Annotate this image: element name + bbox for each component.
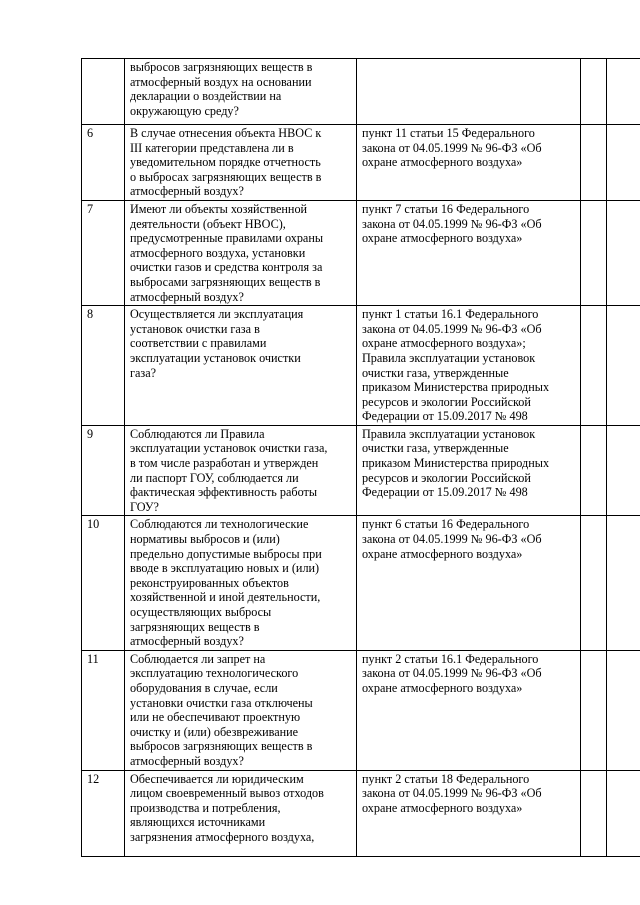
note-cell: [607, 425, 640, 516]
question-text-line: атмосферный воздух на основании: [130, 74, 312, 89]
legal-reference-line: пункт 7 статьи 16 Федерального: [362, 201, 530, 216]
row-number: 10: [87, 517, 100, 532]
question-text-line: или не обеспечивают проектную: [130, 710, 301, 725]
question-text-line: выбросов загрязняющих веществ в: [130, 739, 313, 754]
question-text-line: эксплуатацию технологического: [130, 666, 299, 681]
question-text-line: выбросов загрязняющих веществ в: [130, 60, 313, 74]
table-row: [82, 770, 640, 856]
question-text-line: III категории представлена ли в: [130, 140, 294, 155]
note-cell: [607, 125, 640, 201]
table-row: [82, 516, 640, 650]
answer-cell: [581, 125, 607, 201]
legal-reference-line: очистки газа, утвержденные: [362, 365, 509, 380]
answer-cell: [581, 59, 607, 125]
question-text-line: очистку и (или) обезвреживание: [130, 724, 299, 739]
question-cell: [125, 59, 357, 125]
question-text-line: атмосферный воздух?: [130, 184, 244, 199]
question-text-line: предусмотренные правилами охраны: [130, 231, 324, 246]
question-text-line: установок очистки газа в: [130, 321, 260, 336]
question-text-line: эксплуатации установок очистки газа,: [130, 441, 328, 456]
legal-reference-cell: [357, 306, 581, 426]
table-row: [82, 200, 640, 305]
answer-cell: [581, 200, 607, 305]
question-text-line: декларации о воздействии на: [130, 89, 282, 104]
question-text-line: газа?: [130, 365, 157, 380]
note-cell: [607, 59, 640, 125]
row-number: 7: [87, 201, 94, 216]
legal-reference-line: пункт 6 статьи 16 Федерального: [362, 517, 530, 532]
row-number: 8: [87, 307, 94, 322]
legal-reference-line: охране атмосферного воздуха»;: [362, 336, 526, 351]
note-cell: [607, 770, 640, 856]
row-number-cell: [82, 306, 125, 426]
row-number: 12: [87, 771, 100, 786]
legal-reference-line: очистки газа, утвержденные: [362, 441, 509, 456]
legal-reference-line: охране атмосферного воздуха»: [362, 546, 523, 561]
question-text-line: Соблюдается ли запрет на: [130, 651, 266, 666]
legal-reference-line: охране атмосферного воздуха»: [362, 155, 523, 170]
question-cell: [125, 425, 357, 516]
legal-reference-line: охране атмосферного воздуха»: [362, 231, 523, 246]
legal-reference-line: пункт 1 статьи 16.1 Федерального: [362, 307, 539, 322]
question-cell: [125, 650, 357, 770]
question-cell: [125, 306, 357, 426]
legal-reference-cell: [357, 200, 581, 305]
question-cell: [125, 516, 357, 650]
question-text-line: Осуществляется ли эксплуатация: [130, 307, 304, 322]
row-number-cell: [82, 770, 125, 856]
question-text-line: уведомительном порядке отчетность: [130, 155, 321, 170]
legal-reference-line: охране атмосферного воздуха»: [362, 800, 523, 815]
question-text-line: деятельности (объект НВОС),: [130, 216, 286, 231]
question-text-line: осуществляющих выбросы: [130, 605, 272, 619]
table-row: [82, 650, 640, 770]
legal-reference-cell: [357, 125, 581, 201]
legal-reference-line: Правила эксплуатации установок: [362, 350, 536, 365]
answer-cell: [581, 306, 607, 426]
question-text-line: Соблюдаются ли Правила: [130, 426, 265, 441]
answer-cell: [581, 425, 607, 516]
question-text-line: в том числе разработан и утвержден: [130, 456, 319, 471]
row-number: 9: [87, 426, 94, 441]
legal-reference-line: охране атмосферного воздуха»: [362, 680, 523, 695]
question-text-line: атмосферный воздух?: [130, 289, 244, 304]
question-text-line: Имеют ли объекты хозяйственной: [130, 201, 308, 216]
question-text-line: хозяйственной и иной деятельности,: [130, 590, 321, 605]
legal-reference-line: ресурсов и экологии Российской: [362, 470, 531, 485]
legal-reference-line: закона от 04.05.1999 № 96-ФЗ «Об: [362, 666, 542, 681]
table-row: [82, 125, 640, 201]
question-text-line: реконструированных объектов: [130, 575, 289, 590]
question-cell: [125, 770, 357, 856]
legal-reference-line: закона от 04.05.1999 № 96-ФЗ «Об: [362, 216, 542, 231]
question-text-line: атмосферный воздух?: [130, 634, 244, 649]
question-text-line: загрязнения атмосферного воздуха,: [130, 829, 315, 844]
row-number-cell: [82, 125, 125, 201]
row-number-cell: [82, 516, 125, 650]
question-text-line: соответствии с правилами: [130, 336, 267, 351]
legal-reference-cell: [357, 770, 581, 856]
legal-reference-line: пункт 11 статьи 15 Федерального: [362, 126, 535, 140]
question-text-line: ли паспорт ГОУ, соблюдается ли: [130, 470, 299, 485]
question-text-line: загрязняющих веществ в: [130, 619, 260, 634]
note-cell: [607, 200, 640, 305]
legal-reference-cell: [357, 425, 581, 516]
answer-cell: [581, 650, 607, 770]
question-text-line: выбросами загрязняющих веществ в: [130, 274, 321, 289]
row-number: 6: [87, 126, 94, 140]
question-text-line: производства и потребления,: [130, 800, 281, 815]
legal-reference-cell: [357, 516, 581, 650]
question-text-line: Соблюдаются ли технологические: [130, 517, 309, 532]
question-text-line: вводе в эксплуатацию новых и (или): [130, 561, 320, 576]
question-text-line: лицом своевременный вывоз отходов: [130, 786, 324, 801]
note-cell: [607, 516, 640, 650]
question-text-line: ГОУ?: [130, 499, 159, 514]
legal-reference-cell: [357, 650, 581, 770]
question-cell: [125, 125, 357, 201]
question-text-line: атмосферный воздух?: [130, 753, 244, 768]
question-text-line: атмосферного воздуха, установки: [130, 245, 306, 260]
question-text-line: фактическая эффективность работы: [130, 485, 318, 500]
question-text-line: нормативы выбросов и (или): [130, 532, 280, 547]
row-number-cell: [82, 59, 125, 125]
question-text-line: В случае отнесения объекта НВОС к: [130, 126, 322, 140]
question-text-line: предельно допустимые выбросы при: [130, 546, 322, 561]
question-text-line: очистки газов и средства контроля за: [130, 260, 323, 275]
question-text-line: окружающую среду?: [130, 103, 239, 118]
checklist-table: [81, 58, 640, 857]
legal-reference-line: пункт 2 статьи 16.1 Федерального: [362, 651, 539, 666]
legal-reference-line: приказом Министерства природных: [362, 456, 550, 471]
legal-reference-cell: [357, 59, 581, 125]
checklist-table-body: [82, 59, 640, 857]
question-text-line: оборудования в случае, если: [130, 680, 278, 695]
legal-reference-line: закона от 04.05.1999 № 96-ФЗ «Об: [362, 321, 542, 336]
note-cell: [607, 650, 640, 770]
question-text-line: Обеспечивается ли юридическим: [130, 771, 304, 786]
legal-reference-line: закона от 04.05.1999 № 96-ФЗ «Об: [362, 532, 542, 547]
legal-reference-line: Правила эксплуатации установок: [362, 426, 536, 441]
note-cell: [607, 306, 640, 426]
legal-reference-line: Федерации от 15.09.2017 № 498: [362, 485, 528, 500]
legal-reference-line: закона от 04.05.1999 № 96-ФЗ «Об: [362, 786, 542, 801]
answer-cell: [581, 516, 607, 650]
question-text-line: о выбросах загрязняющих веществ в: [130, 169, 322, 184]
legal-reference-line: ресурсов и экологии Российской: [362, 394, 531, 409]
question-cell: [125, 200, 357, 305]
table-row: [82, 59, 640, 125]
legal-reference-line: приказом Министерства природных: [362, 380, 550, 395]
row-number-cell: [82, 200, 125, 305]
question-text-line: эксплуатации установок очистки: [130, 350, 301, 365]
answer-cell: [581, 770, 607, 856]
row-number: 11: [87, 651, 99, 666]
question-text-line: установки очистки газа отключены: [130, 695, 313, 710]
question-text-line: являющихся источниками: [130, 815, 266, 830]
row-number-cell: [82, 425, 125, 516]
table-row: [82, 425, 640, 516]
row-number-cell: [82, 650, 125, 770]
legal-reference-line: Федерации от 15.09.2017 № 498: [362, 409, 528, 424]
table-row: [82, 306, 640, 426]
legal-reference-line: пункт 2 статьи 18 Федерального: [362, 771, 530, 786]
legal-reference-line: закона от 04.05.1999 № 96-ФЗ «Об: [362, 140, 542, 155]
